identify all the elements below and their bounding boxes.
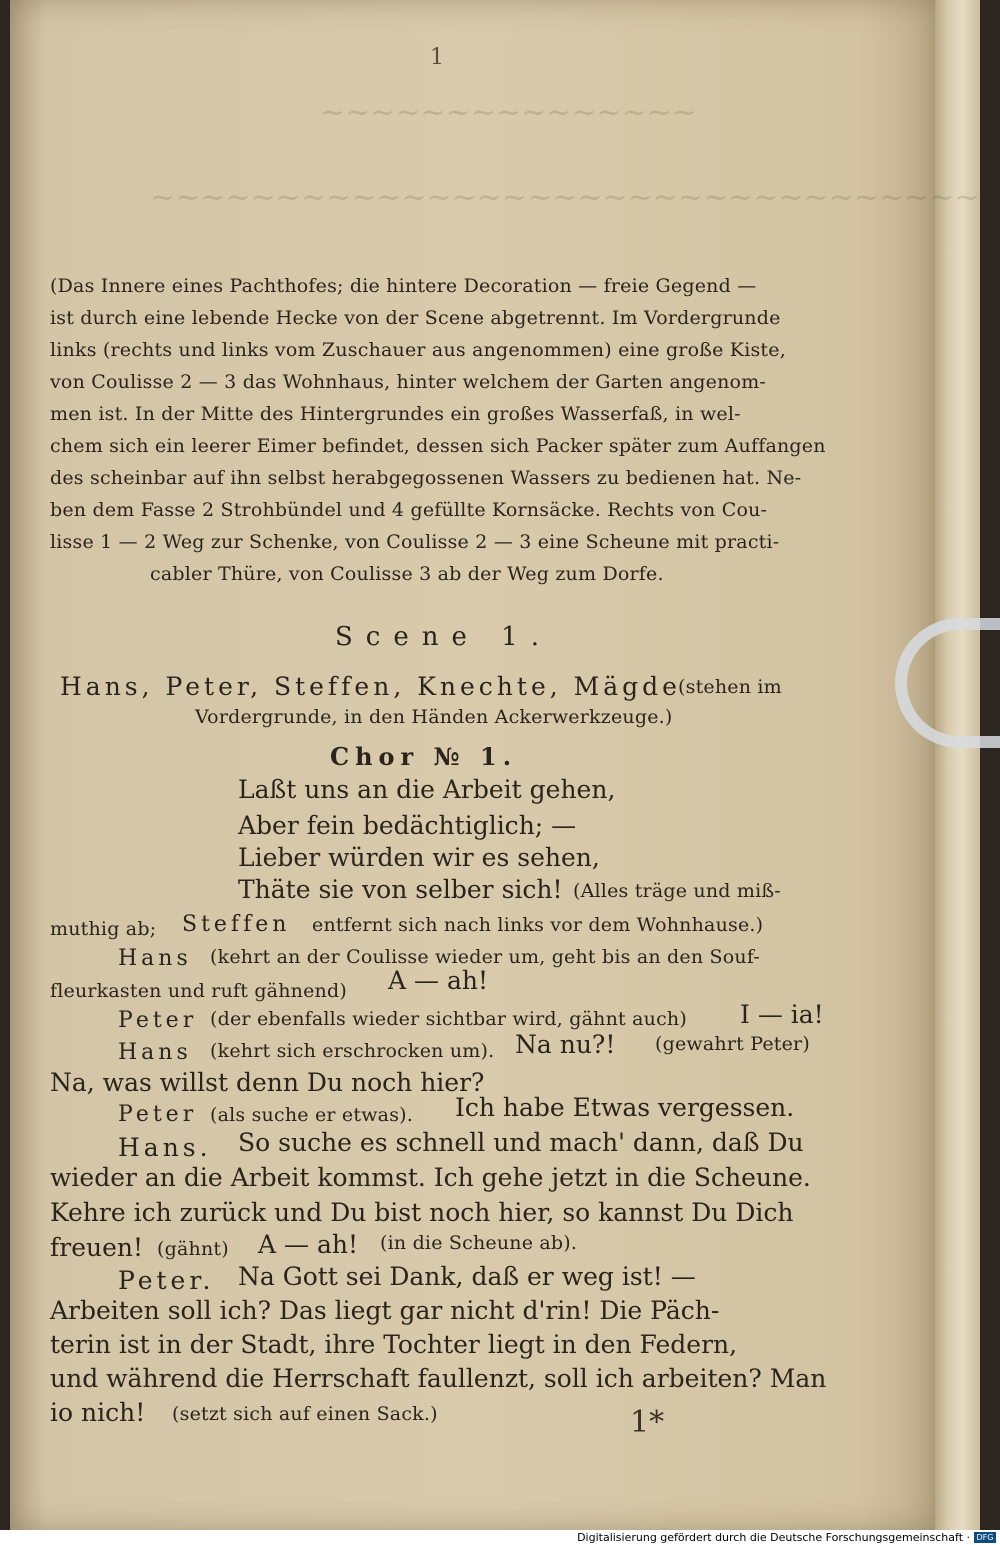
speaker-name: Peter bbox=[118, 1102, 198, 1127]
dialogue-text: Na nu?! bbox=[515, 1030, 616, 1059]
stage-direction: (gewahrt Peter) bbox=[655, 1033, 810, 1055]
dialogue-text: terin ist in der Stadt, ihre Tochter liegt in den Federn, bbox=[50, 1330, 738, 1359]
stage-direction-line: chem sich ein leerer Eimer befindet, dessen sich Packer später zum Auffangen bbox=[50, 435, 826, 457]
footer-credit: Digitalisierung gefördert durch die Deutsche Forschungsgemeinschaft · bbox=[577, 1531, 970, 1544]
dialogue-text: io nich! bbox=[50, 1398, 146, 1427]
dialogue-text: Arbeiten soll ich? Das liegt gar nicht d'rin! Die Päch- bbox=[50, 1296, 720, 1325]
stage-direction: fleurkasten und ruft gähnend) bbox=[50, 980, 347, 1002]
dialogue-text: wieder an die Arbeit kommst. Ich gehe jetzt in die Scheune. bbox=[50, 1163, 811, 1192]
stage-direction: (gähnt) bbox=[157, 1238, 229, 1260]
speaker-name: Hans. bbox=[118, 1133, 212, 1162]
stage-direction-line: cabler Thüre, von Coulisse 3 ab der Weg zum Dorfe. bbox=[150, 563, 664, 585]
speaker-name: Steffen bbox=[182, 912, 291, 937]
dfg-logo-icon: DFG bbox=[974, 1532, 996, 1543]
stage-direction: (kehrt an der Coulisse wieder um, geht bis an den Souf- bbox=[210, 946, 760, 968]
stage-direction-line: ben dem Fasse 2 Strohbündel und 4 gefüllte Kornsäcke. Rechts von Cou- bbox=[50, 499, 768, 521]
chor-title: Chor № 1. bbox=[330, 742, 518, 771]
stage-direction-line: ist durch eine lebende Hecke von der Scene abgetrennt. Im Vordergrunde bbox=[50, 307, 781, 329]
scene-title: Scene 1. bbox=[335, 622, 552, 652]
verse-direction-cont: muthig ab; bbox=[50, 918, 157, 940]
bleed-through-text: ~~~~~~~~~~~~~~~ bbox=[320, 95, 698, 130]
dialogue-text: Na, was willst denn Du noch hier? bbox=[50, 1068, 485, 1097]
stage-direction-line: von Coulisse 2 — 3 das Wohnhaus, hinter welchem der Garten angenom- bbox=[50, 371, 767, 393]
dialogue-text: A — ah! bbox=[388, 966, 488, 995]
bleed-through-text: ~~~~~~~~~~~~~~~~~~~~~~~~~~~~~~~~~ bbox=[150, 180, 980, 215]
signature-mark: 1* bbox=[630, 1405, 665, 1440]
stage-direction: (der ebenfalls wieder sichtbar wird, gähnt auch) bbox=[210, 1008, 687, 1030]
dialogue-text: A — ah! bbox=[258, 1230, 358, 1259]
dialogue-text: I — ia! bbox=[740, 1000, 824, 1029]
verse-line: Thäte sie von selber sich! bbox=[238, 875, 563, 904]
stage-direction-line: des scheinbar auf ihn selbst herabgegossenen Wassers zu bedienen hat. Ne- bbox=[50, 467, 802, 489]
stage-direction-line: lisse 1 — 2 Weg zur Schenke, von Coulisse 2 — 3 eine Scheune mit practi- bbox=[50, 531, 780, 553]
dialogue-text: Kehre ich zurück und Du bist noch hier, so kannst Du Dich bbox=[50, 1198, 794, 1227]
verse-line: Laßt uns an die Arbeit gehen, bbox=[238, 775, 616, 804]
dialogue-text: freuen! bbox=[50, 1233, 144, 1262]
verse-line: Lieber würden wir es sehen, bbox=[238, 843, 600, 872]
speaker-name: Peter. bbox=[118, 1266, 215, 1295]
stage-direction: (kehrt sich erschrocken um). bbox=[210, 1040, 495, 1062]
speaker-name: Peter bbox=[118, 1008, 198, 1033]
dialogue-text: und während die Herrschaft faullenzt, soll ich arbeiten? Man bbox=[50, 1364, 827, 1393]
speaker-name: Hans bbox=[118, 946, 192, 971]
page-edge bbox=[935, 0, 980, 1530]
stage-direction: (setzt sich auf einen Sack.) bbox=[172, 1403, 438, 1425]
verse-direction-cont: entfernt sich nach links vor dem Wohnhause.) bbox=[312, 914, 764, 936]
page-top-mark: 1 bbox=[430, 45, 444, 70]
stage-direction-line: links (rechts und links vom Zuschauer aus angenommen) eine große Kiste, bbox=[50, 339, 786, 361]
verse-line: Aber fein bedächtiglich; — bbox=[238, 811, 577, 840]
characters-direction-cont: Vordergrunde, in den Händen Ackerwerkzeuge.) bbox=[195, 706, 673, 728]
stage-direction: (in die Scheune ab). bbox=[380, 1232, 578, 1254]
characters-direction: (stehen im bbox=[678, 676, 782, 698]
speaker-name: Hans bbox=[118, 1040, 192, 1065]
stage-direction-line: men ist. In der Mitte des Hintergrundes ein großes Wasserfaß, in wel- bbox=[50, 403, 741, 425]
stage-direction: (als suche er etwas). bbox=[210, 1104, 413, 1126]
characters-names: Hans, Peter, Steffen, Knechte, Mägde bbox=[60, 672, 681, 701]
dialogue-text: So suche es schnell und mach' dann, daß Du bbox=[238, 1128, 804, 1157]
dialogue-text: Na Gott sei Dank, daß er weg ist! — bbox=[238, 1262, 696, 1291]
dialogue-text: Ich habe Etwas vergessen. bbox=[455, 1093, 795, 1122]
verse-direction: (Alles träge und miß- bbox=[573, 880, 781, 902]
stage-direction-line: (Das Innere eines Pachthofes; die hintere Decoration — freie Gegend — bbox=[50, 275, 757, 297]
